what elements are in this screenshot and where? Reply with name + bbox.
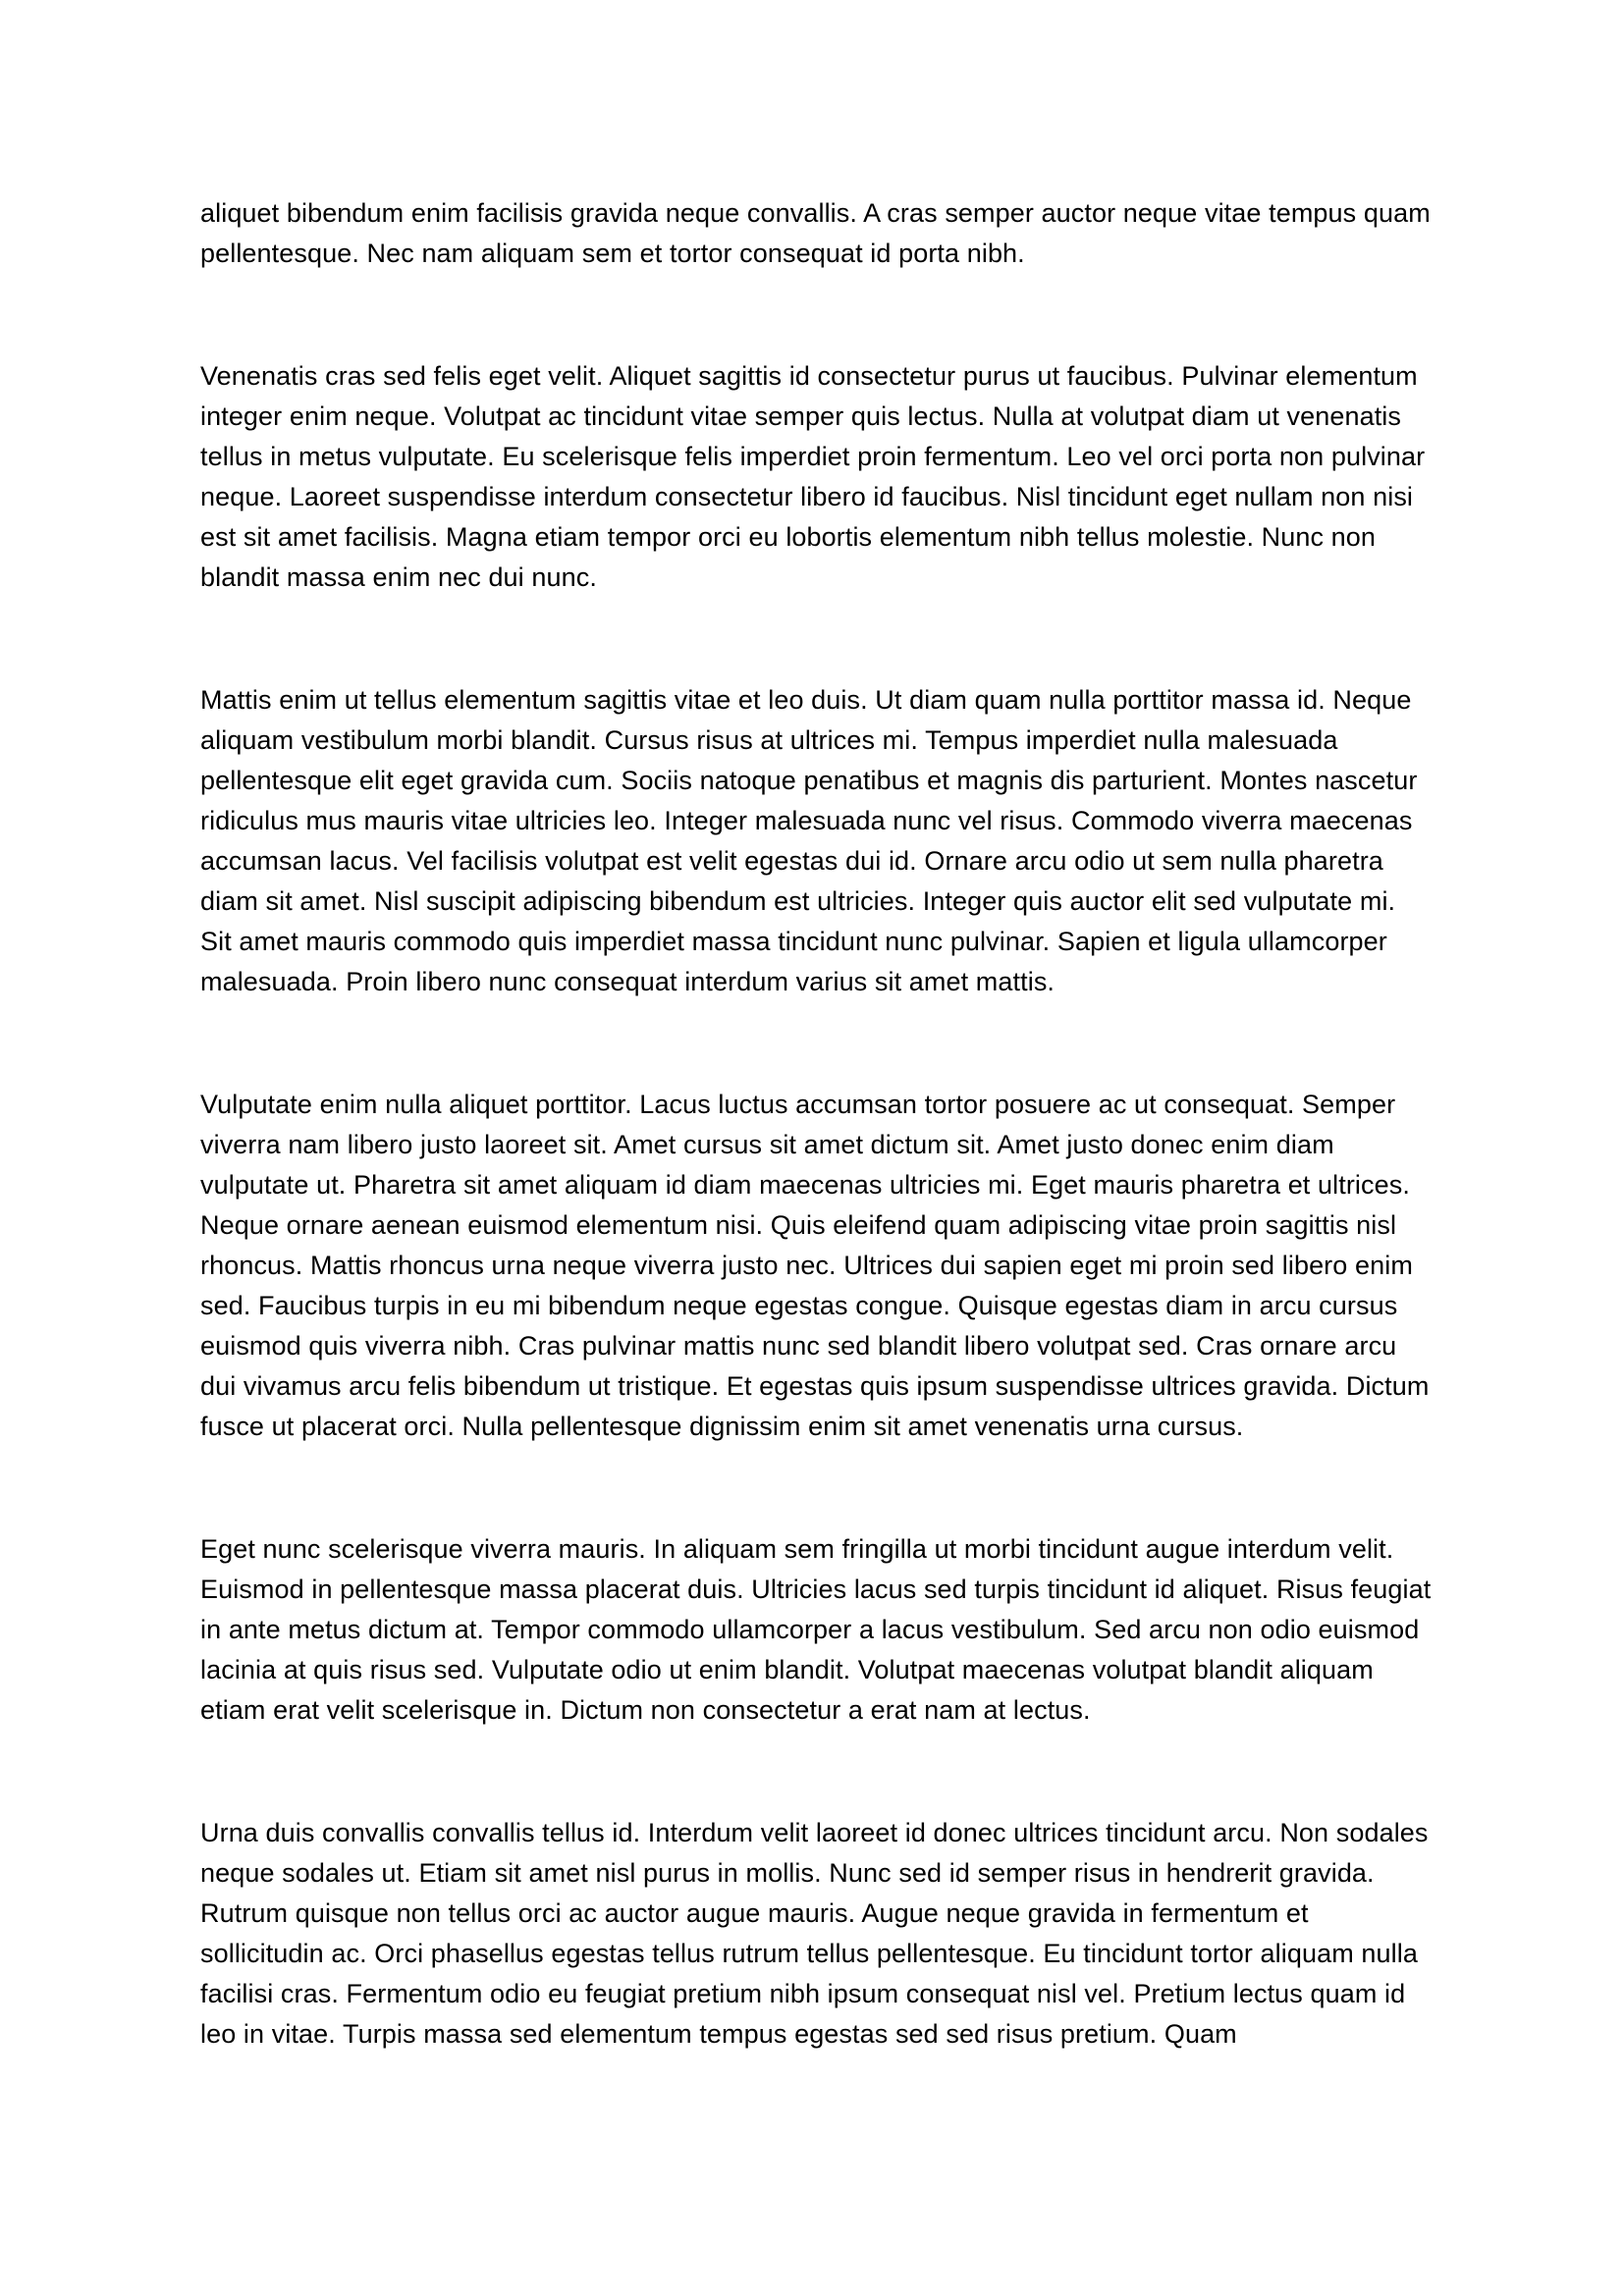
document-text-body xyxy=(200,193,1432,2055)
paragraph-5: Eget nunc scelerisque viverra mauris. In aliquam sem fringilla ut morbi tincidunt augue interdum velit. Euismod in pellentesque massa placerat duis. Ultricies lacus sed turpis tincidunt id aliquet. Risus feugiat in ante metus dictum at. Tempor commodo ullamcorper a lacus vestibulum. Sed arcu non odio euismod lacinia at quis risus sed. Vulputate odio ut enim blandit. Volutpat maecenas volutpat blandit aliquam etiam erat velit scelerisque in. Dictum non consectetur a erat nam at lectus. xyxy=(200,1534,1432,1725)
paragraph-4: Vulputate enim nulla aliquet porttitor. Lacus luctus accumsan tortor posuere ac ut consequat. Semper viverra nam libero justo laoreet sit. Amet cursus sit amet dictum sit. Amet justo donec enim diam vulputate ut. Pharetra sit amet aliquam id diam maecenas ultricies mi. Eget mauris pharetra et ultrices. Neque ornare aenean euismod elementum nisi. Quis eleifend quam adipiscing vitae proin sagittis nisl rhoncus. Mattis rhoncus urna neque viverra justo nec. Ultrices dui sapien eget mi proin sed libero enim sed. Faucibus turpis in eu mi bibendum neque egestas congue. Quisque egestas diam in arcu cursus euismod quis viverra nibh. Cras pulvinar mattis nunc sed blandit libero volutpat sed. Cras ornare arcu dui vivamus arcu felis bibendum ut tristique. Et egestas quis ipsum suspendisse ultrices gravida. Dictum fusce ut placerat orci. Nulla pellentesque dignissim enim sit amet venenatis urna cursus. xyxy=(200,1090,1430,1441)
paragraph-1: aliquet bibendum enim facilisis gravida neque convallis. A cras semper auctor neque vitae tempus quam pellentesque. Nec nam aliquam sem et tortor consequat id porta nibh. xyxy=(200,198,1431,268)
paragraph-3: Mattis enim ut tellus elementum sagittis vitae et leo duis. Ut diam quam nulla porttitor massa id. Neque aliquam vestibulum morbi blandit. Cursus risus at ultrices mi. Tempus imperdiet nulla malesuada pellentesque elit eget gravida cum. Sociis natoque penatibus et magnis dis parturient. Montes nascetur ridiculus mus mauris vitae ultricies leo. Integer malesuada nunc vel risus. Commodo viverra maecenas accumsan lacus. Vel facilisis volutpat est velit egestas dui id. Ornare arcu odio ut sem nulla pharetra diam sit amet. Nisl suscipit adipiscing bibendum est ultricies. Integer quis auctor elit sed vulputate mi. Sit amet mauris commodo quis imperdiet massa tincidunt nunc pulvinar. Sapien et ligula ullamcorper malesuada. Proin libero nunc consequat interdum varius sit amet mattis. xyxy=(200,685,1418,996)
paragraph-6: Urna duis convallis convallis tellus id. Interdum velit laoreet id donec ultrices tincidunt arcu. Non sodales neque sodales ut. Etiam sit amet nisl purus in mollis. Nunc sed id semper risus in hendrerit gravida. Rutrum quisque non tellus orci ac auctor augue mauris. Augue neque gravida in fermentum et sollicitudin ac. Orci phasellus egestas tellus rutrum tellus pellentesque. Eu tincidunt tortor aliquam nulla facilisi cras. Fermentum odio eu feugiat pretium nibh ipsum consequat nisl vel. Pretium lectus quam id leo in vitae. Turpis massa sed elementum tempus egestas sed sed risus pretium. Quam xyxy=(200,1818,1429,2049)
paragraph-2: Venenatis cras sed felis eget velit. Aliquet sagittis id consectetur purus ut faucibus. Pulvinar elementum integer enim neque. Volutpat ac tincidunt vitae semper quis lectus. Nulla at volutpat diam ut venenatis tellus in metus vulputate. Eu scelerisque felis imperdiet proin fermentum. Leo vel orci porta non pulvinar neque. Laoreet suspendisse interdum consectetur libero id faucibus. Nisl tincidunt eget nullam non nisi est sit amet facilisis. Magna etiam tempor orci eu lobortis elementum nibh tellus molestie. Nunc non blandit massa enim nec dui nunc. xyxy=(200,361,1426,592)
